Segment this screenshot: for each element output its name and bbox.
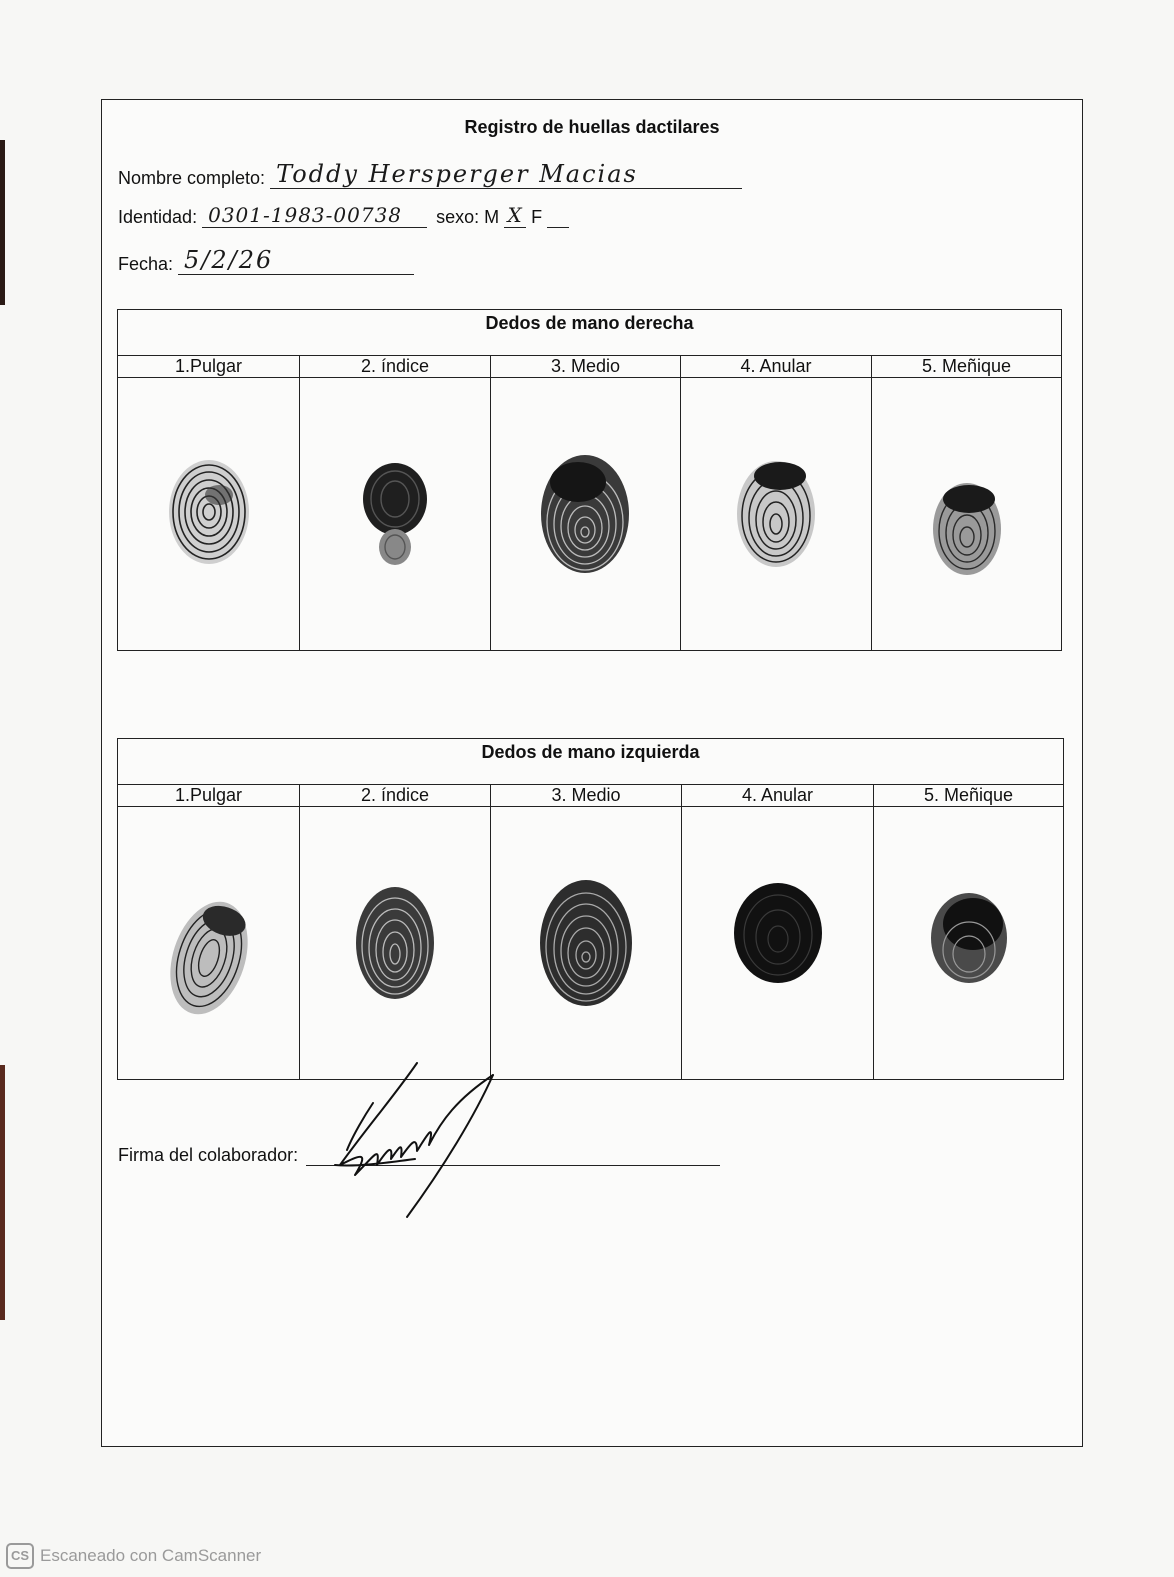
right-finger-label: 5. Meñique xyxy=(872,356,1062,378)
signature-label: Firma del colaborador: xyxy=(118,1145,299,1165)
right-finger-label: 3. Medio xyxy=(491,356,681,378)
left-hand-table xyxy=(117,738,1064,1080)
date-field xyxy=(118,246,414,275)
left-hand-title: Dedos de mano izquierda xyxy=(118,739,1064,785)
sex-m-mark: X xyxy=(507,203,523,227)
sex-label: sexo: M xyxy=(436,207,500,227)
fingerprint-icon xyxy=(354,884,436,1002)
full-name-line xyxy=(270,160,742,189)
right-hand-title: Dedos de mano derecha xyxy=(118,310,1062,356)
left-finger-label: 4. Anular xyxy=(682,785,874,807)
fingerprint-icon xyxy=(164,896,254,1021)
left-finger-label: 5. Meñique xyxy=(874,785,1064,807)
fingerprint-icon xyxy=(929,890,1009,986)
right-finger-label: 4. Anular xyxy=(681,356,872,378)
date-value: 5/2/26 xyxy=(184,246,274,274)
left-finger-label: 3. Medio xyxy=(491,785,682,807)
right-hand-table xyxy=(117,309,1062,651)
sex-f-line xyxy=(547,206,569,228)
sex-f-label: F xyxy=(531,207,543,227)
identity-value: 0301-1983-00738 xyxy=(208,203,403,227)
identity-line xyxy=(202,203,427,228)
full-name-field xyxy=(118,160,742,189)
right-ring-print xyxy=(681,378,872,651)
right-finger-label: 1.Pulgar xyxy=(118,356,300,378)
date-label: Fecha: xyxy=(118,254,174,274)
fingerprint-icon xyxy=(538,452,633,577)
scanner-watermark xyxy=(6,1543,261,1569)
fingerprint-icon xyxy=(931,479,1003,579)
full-name-value: Toddy Hersperger Macias xyxy=(276,160,638,188)
right-little-print xyxy=(872,378,1062,651)
left-ring-print xyxy=(682,807,874,1080)
fingerprint-icon xyxy=(538,877,634,1009)
form-title: Registro de huellas dactilares xyxy=(464,117,720,137)
right-index-print xyxy=(300,378,491,651)
fingerprint-icon xyxy=(360,459,430,569)
right-middle-print xyxy=(491,378,681,651)
scan-edge-shadow xyxy=(0,140,5,305)
left-little-print xyxy=(874,807,1064,1080)
left-index-print xyxy=(300,807,491,1080)
left-finger-label: 1.Pulgar xyxy=(118,785,300,807)
full-name-label: Nombre completo: xyxy=(118,168,266,188)
fingerprint-icon xyxy=(164,457,254,572)
scan-edge-shadow xyxy=(0,1065,5,1320)
left-thumb-print xyxy=(118,807,300,1080)
fingerprint-icon xyxy=(732,881,824,985)
left-finger-label: 2. índice xyxy=(300,785,491,807)
watermark-text: Escaneado con CamScanner xyxy=(40,1546,262,1565)
date-line xyxy=(178,246,414,275)
right-finger-label: 2. índice xyxy=(300,356,491,378)
signature-image xyxy=(325,1055,505,1225)
identity-field xyxy=(118,203,569,228)
camscanner-logo-icon: CS xyxy=(6,1543,34,1569)
left-middle-print xyxy=(491,807,682,1080)
identity-label: Identidad: xyxy=(118,207,198,227)
right-thumb-print xyxy=(118,378,300,651)
fingerprint-icon xyxy=(735,458,817,570)
sex-m-line xyxy=(504,203,526,228)
